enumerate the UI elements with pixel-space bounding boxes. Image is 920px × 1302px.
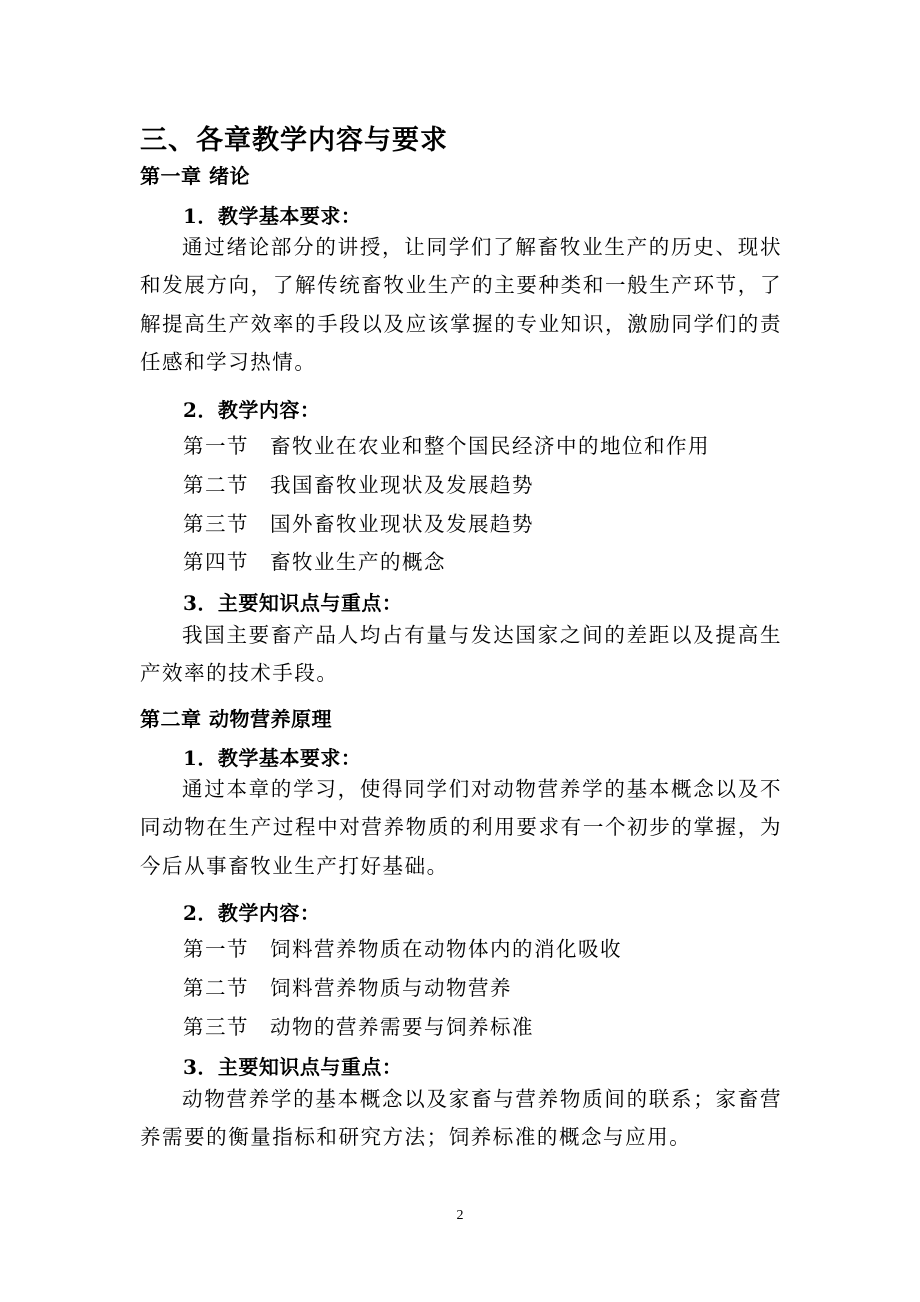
chapter-1-section-4 bbox=[183, 545, 446, 575]
chapter-2-section-1 bbox=[183, 932, 622, 962]
chapter-2-requirements-text: 通过本章的学习，使得同学们对动物营养学的基本概念以及不同动物在生产过程中对营养物质的利用要求有一个初步的掌握，为今后从事畜牧业生产打好基础。 bbox=[140, 777, 782, 878]
chapter-1-content-label: 2．教学内容： bbox=[183, 398, 321, 422]
section-number: 第一节 bbox=[183, 434, 249, 458]
chapter-1-section-3 bbox=[183, 507, 534, 537]
chapter-2-section-3 bbox=[183, 1010, 534, 1040]
chapter-1-title: 第一章 绪论 bbox=[140, 164, 250, 188]
section-number: 第三节 bbox=[183, 1015, 249, 1039]
section-number: 第四节 bbox=[183, 550, 249, 574]
section-number: 第一节 bbox=[183, 937, 249, 961]
chapter-1-requirements-label: 1．教学基本要求： bbox=[183, 204, 362, 228]
chapter-1-key-label: 3．主要知识点与重点： bbox=[183, 591, 403, 615]
section-number: 第三节 bbox=[183, 512, 249, 536]
section-title: 三、各章教学内容与要求 bbox=[140, 125, 448, 156]
chapter-2-content-label: 2．教学内容： bbox=[183, 901, 321, 925]
chapter-1-section-2 bbox=[183, 468, 534, 498]
section-title: 国外畜牧业现状及发展趋势 bbox=[270, 512, 534, 536]
chapter-1-section-1 bbox=[183, 429, 710, 459]
section-number: 第二节 bbox=[183, 976, 249, 1000]
section-title: 动物的营养需要与饲养标准 bbox=[270, 1015, 534, 1039]
chapter-2-key-text: 动物营养学的基本概念以及家畜与营养物质间的联系；家畜营养需要的衡量指标和研究方法；饲养标准的概念与应用。 bbox=[140, 1087, 782, 1150]
section-title: 饲料营养物质与动物营养 bbox=[270, 976, 512, 1000]
section-title: 畜牧业生产的概念 bbox=[270, 550, 446, 574]
section-title: 饲料营养物质在动物体内的消化吸收 bbox=[270, 937, 622, 961]
section-title: 我国畜牧业现状及发展趋势 bbox=[270, 473, 534, 497]
chapter-2-title: 第二章 动物营养原理 bbox=[140, 707, 332, 731]
chapter-1-requirements-text: 通过绪论部分的讲授，让同学们了解畜牧业生产的历史、现状和发展方向，了解传统畜牧业生产的主要种类和一般生产环节，了解提高生产效率的手段以及应该掌握的专业知识，激励同学们的责任感和学习热情。 bbox=[140, 235, 782, 374]
section-title: 畜牧业在农业和整个国民经济中的地位和作用 bbox=[270, 434, 710, 458]
chapter-2-section-2 bbox=[183, 971, 512, 1001]
chapter-2-key-label: 3．主要知识点与重点： bbox=[183, 1055, 403, 1079]
section-number: 第二节 bbox=[183, 473, 249, 497]
page-number: 2 bbox=[456, 1208, 464, 1223]
chapter-1-key-text: 我国主要畜产品人均占有量与发达国家之间的差距以及提高生产效率的技术手段。 bbox=[140, 623, 782, 686]
chapter-2-requirements-label: 1．教学基本要求： bbox=[183, 746, 362, 770]
